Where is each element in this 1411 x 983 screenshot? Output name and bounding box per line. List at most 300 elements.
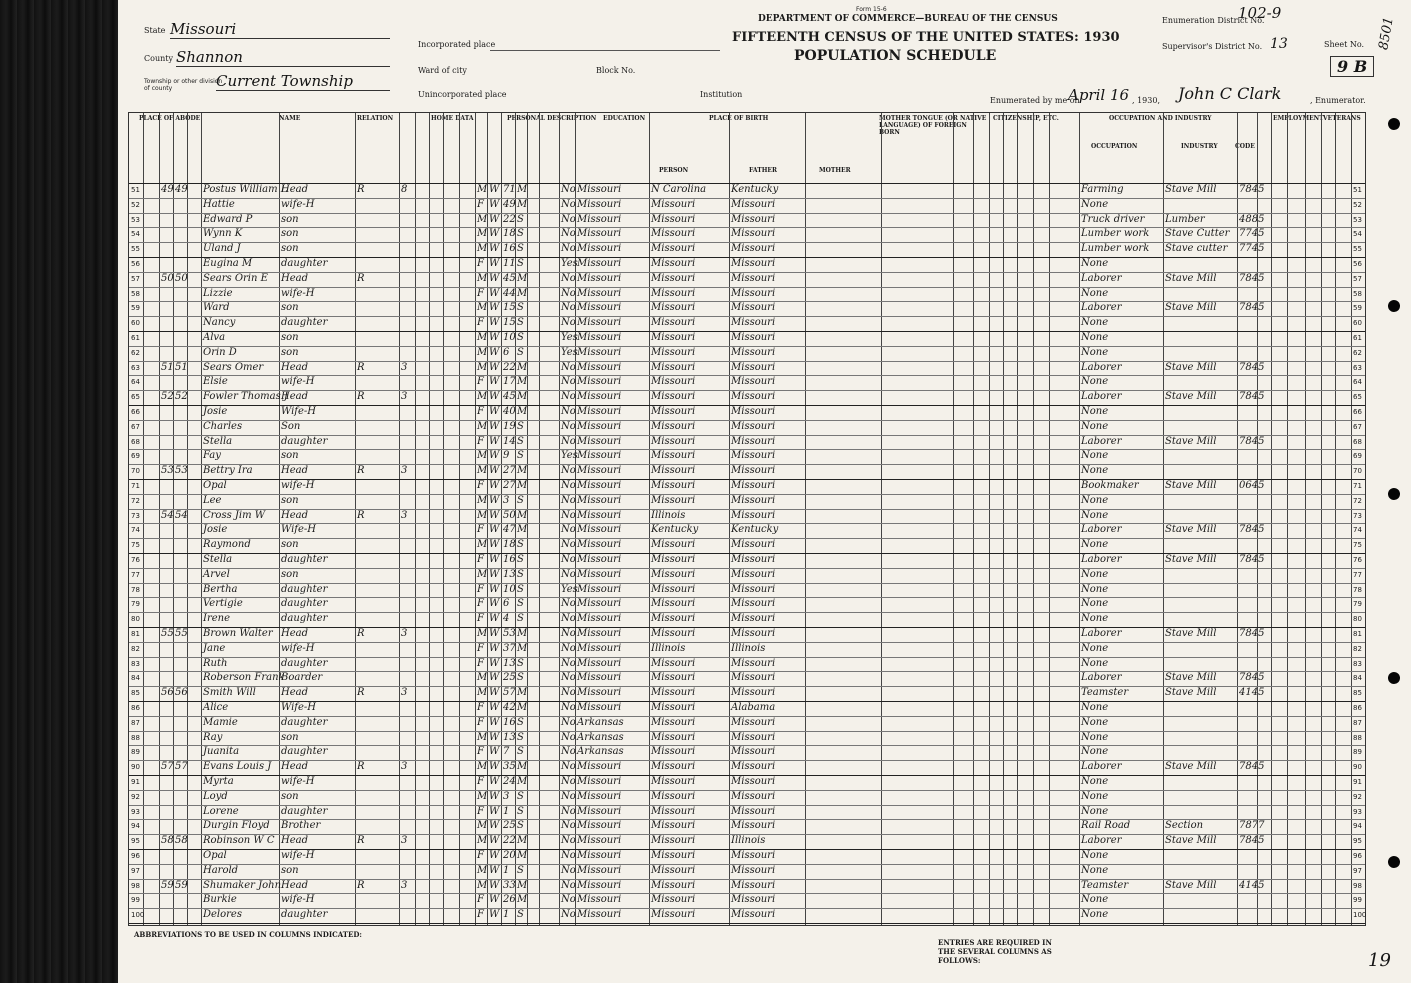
cell-ms: M — [517, 272, 528, 284]
cell-pb: Missouri — [577, 243, 622, 255]
cell-sex: F — [477, 850, 484, 861]
line-number-right: 69 — [1353, 452, 1362, 461]
cell-ed: No — [561, 642, 576, 654]
cell-age: 25 — [503, 820, 516, 832]
cell-val: 8 — [401, 184, 408, 195]
line-number-right: 77 — [1353, 570, 1362, 579]
cell-occ: None — [1081, 746, 1109, 758]
line-number-right: 65 — [1353, 393, 1362, 402]
cell-ind: Lumber — [1165, 213, 1205, 225]
cell-code: 7845 — [1239, 361, 1265, 373]
line-number-right: 72 — [1353, 496, 1362, 505]
cell-age: 16 — [503, 554, 516, 565]
corner-stamp: 8501 — [1376, 15, 1397, 52]
line-number: 56 — [131, 260, 140, 268]
line-number-right: 94 — [1353, 822, 1362, 831]
line-number: 71 — [131, 482, 140, 490]
cell-rel: Head — [281, 687, 309, 699]
line-number-right: 71 — [1353, 482, 1362, 490]
cell-ms: S — [517, 243, 524, 255]
cell-ed: Yes — [561, 258, 578, 269]
line-number: 100 — [131, 911, 145, 920]
cell-fam: 57 — [175, 761, 188, 773]
cell-mb: Illinois — [731, 642, 766, 654]
cell-own: R — [357, 465, 365, 477]
cell-dw: 54 — [161, 509, 174, 521]
cell-occ: Lumber work — [1081, 228, 1150, 240]
cell-fb: Missouri — [651, 746, 696, 758]
cell-val: 3 — [401, 509, 408, 521]
cell-ed: No — [561, 184, 576, 195]
line-number: 96 — [131, 852, 140, 860]
cell-own: R — [357, 361, 365, 373]
incorporated-line — [490, 50, 720, 51]
cell-age: 27 — [503, 480, 516, 491]
line-number-right: 82 — [1353, 644, 1362, 653]
line-number: 94 — [131, 822, 140, 831]
cell-mb: Alabama — [731, 702, 776, 713]
line-number: 59 — [131, 304, 140, 313]
cell-occ: None — [1081, 376, 1109, 388]
cell-mb: Missouri — [731, 228, 776, 240]
cell-ed: No — [561, 702, 576, 713]
cell-mb: Missouri — [731, 346, 776, 358]
cell-sex: M — [477, 761, 488, 773]
cell-fb: Missouri — [651, 465, 696, 477]
cell-race: W — [489, 450, 500, 462]
cell-name: Stella — [203, 554, 233, 565]
cell-occ: Truck driver — [1081, 213, 1145, 225]
cell-dw: 55 — [161, 628, 174, 639]
section-veterans: VETERANS — [1323, 115, 1361, 122]
grid-column-rule — [459, 113, 460, 925]
cell-mb: Missouri — [731, 509, 776, 521]
line-number-right: 93 — [1353, 807, 1362, 816]
cell-ind: Section — [1165, 820, 1204, 832]
cell-rel: wife-H — [281, 480, 315, 491]
cell-name: Burkie — [203, 894, 237, 906]
cell-race: W — [489, 761, 500, 773]
col-industry: INDUSTRY — [1181, 143, 1218, 150]
line-number: 66 — [131, 408, 140, 416]
grid-column-rule — [475, 113, 476, 925]
schedule-grid — [128, 112, 1366, 926]
cell-code: 7745 — [1239, 228, 1265, 240]
cell-fb: Missouri — [651, 302, 696, 314]
cell-ed: Yes — [561, 450, 578, 462]
line-number-right: 97 — [1353, 866, 1362, 875]
cell-age: 37 — [503, 642, 516, 654]
cell-ed: No — [561, 568, 576, 580]
cell-race: W — [489, 332, 500, 343]
sheet-label: Sheet No. — [1324, 40, 1365, 49]
line-number: 76 — [131, 556, 140, 564]
cell-dw: 58 — [161, 835, 174, 847]
cell-pb: Missouri — [577, 909, 622, 921]
cell-sex: M — [477, 302, 488, 314]
cell-ms: M — [517, 835, 528, 847]
cell-rel: Head — [281, 465, 309, 477]
cell-code: 7845 — [1239, 524, 1265, 536]
cell-age: 15 — [503, 302, 516, 314]
cell-ed: No — [561, 731, 576, 743]
cell-pb: Missouri — [577, 672, 622, 684]
line-number: 65 — [131, 393, 140, 402]
cell-ms: S — [517, 613, 524, 625]
cell-ms: S — [517, 450, 524, 462]
cell-code: 7845 — [1239, 672, 1265, 684]
cell-name: Eugina M — [203, 258, 253, 269]
line-number: 98 — [131, 881, 140, 890]
cell-ed: No — [561, 790, 576, 802]
cell-race: W — [489, 524, 500, 536]
cell-name: Ruth — [203, 657, 228, 669]
cell-occ: None — [1081, 805, 1109, 817]
cell-name: Harold — [203, 864, 239, 876]
cell-sex: M — [477, 361, 488, 373]
cell-sex: F — [477, 657, 484, 669]
cell-pb: Missouri — [577, 539, 622, 551]
cell-occ: None — [1081, 850, 1109, 861]
cell-fb: Missouri — [651, 820, 696, 832]
cell-pb: Missouri — [577, 613, 622, 625]
cell-fb: Missouri — [651, 613, 696, 625]
section-mother-tongue: MOTHER TONGUE (OR NATIVE LANGUAGE) OF FOREIGN BORN — [879, 115, 987, 136]
cell-fb: Missouri — [651, 228, 696, 240]
cell-fb: Illinois — [651, 642, 686, 654]
cell-race: W — [489, 716, 500, 728]
line-number: 84 — [131, 674, 140, 683]
line-number-right: 73 — [1353, 511, 1362, 520]
cell-ms: S — [517, 790, 524, 802]
cell-name: Raymond — [203, 539, 251, 551]
line-number: 57 — [131, 274, 140, 283]
form-number: Form 15-6 — [856, 6, 887, 13]
cell-fb: Missouri — [651, 213, 696, 225]
cell-sex: M — [477, 243, 488, 255]
punch-hole — [1388, 488, 1400, 500]
cell-ms: M — [517, 406, 528, 417]
cell-rel: daughter — [281, 746, 328, 758]
cell-name: Fay — [203, 450, 221, 462]
cell-dw: 51 — [161, 361, 174, 373]
cell-name: Nancy — [203, 317, 236, 329]
cell-ed: No — [561, 613, 576, 625]
line-number-right: 67 — [1353, 422, 1362, 431]
enumerator-label: , Enumerator. — [1310, 96, 1366, 105]
grid-column-rule — [143, 113, 144, 925]
cell-pb: Missouri — [577, 435, 622, 447]
line-number-right: 100 — [1353, 911, 1367, 920]
cell-code: 4145 — [1239, 879, 1265, 891]
cell-sex: M — [477, 228, 488, 240]
cell-fb: Missouri — [651, 287, 696, 299]
cell-fb: Missouri — [651, 894, 696, 906]
cell-pb: Missouri — [577, 450, 622, 462]
cell-race: W — [489, 820, 500, 832]
cell-ed: No — [561, 746, 576, 758]
cell-ind: Stave Mill — [1165, 761, 1217, 773]
cell-pb: Missouri — [577, 850, 622, 861]
line-number: 69 — [131, 452, 140, 461]
line-number-right: 62 — [1353, 348, 1362, 357]
cell-name: Opal — [203, 480, 227, 491]
cell-race: W — [489, 894, 500, 906]
cell-sex: F — [477, 317, 484, 329]
cell-ms: M — [517, 509, 528, 521]
cell-mb: Missouri — [731, 332, 776, 343]
cell-race: W — [489, 317, 500, 329]
cell-fb: Missouri — [651, 805, 696, 817]
cell-race: W — [489, 879, 500, 891]
line-number-right: 55 — [1353, 245, 1362, 254]
cell-fb: Missouri — [651, 879, 696, 891]
line-number: 97 — [131, 866, 140, 875]
cell-rel: son — [281, 332, 299, 343]
cell-pb: Missouri — [577, 642, 622, 654]
cell-sex: M — [477, 864, 488, 876]
cell-name: Durgin Floyd — [203, 820, 270, 832]
cell-ed: No — [561, 776, 576, 787]
cell-mb: Missouri — [731, 420, 776, 432]
cell-sex: F — [477, 480, 484, 491]
cell-ind: Stave Mill — [1165, 879, 1217, 891]
cell-name: Sears Orin E — [203, 272, 268, 284]
cell-fb: Missouri — [651, 731, 696, 743]
cell-age: 53 — [503, 628, 516, 639]
cell-own: R — [357, 879, 365, 891]
cell-age: 71 — [503, 184, 516, 195]
cell-ind: Stave Mill — [1165, 628, 1217, 639]
cell-age: 19 — [503, 420, 516, 432]
cell-rel: daughter — [281, 909, 328, 921]
cell-dw: 59 — [161, 879, 174, 891]
cell-fb: Illinois — [651, 509, 686, 521]
cell-name: Bettry Ira — [203, 465, 253, 477]
line-number: 54 — [131, 230, 140, 239]
cell-occ: Teamster — [1081, 687, 1129, 699]
cell-race: W — [489, 509, 500, 521]
cell-ms: S — [517, 213, 524, 225]
cell-rel: wife-H — [281, 642, 315, 654]
cell-rel: daughter — [281, 598, 328, 610]
cell-code: 7845 — [1239, 628, 1265, 639]
cell-pb: Missouri — [577, 879, 622, 891]
cell-mb: Missouri — [731, 302, 776, 314]
cell-pb: Missouri — [577, 332, 622, 343]
cell-ed: No — [561, 420, 576, 432]
cell-fb: Missouri — [651, 554, 696, 565]
cell-sex: M — [477, 420, 488, 432]
cell-age: 45 — [503, 391, 516, 403]
cell-ed: No — [561, 361, 576, 373]
cell-ms: S — [517, 598, 524, 610]
cell-pb: Missouri — [577, 361, 622, 373]
cell-fb: Missouri — [651, 480, 696, 491]
cell-mb: Missouri — [731, 613, 776, 625]
cell-sex: M — [477, 820, 488, 832]
cell-sex: M — [477, 346, 488, 358]
cell-rel: wife-H — [281, 376, 315, 388]
grid-column-rule — [729, 113, 730, 925]
cell-occ: Laborer — [1081, 761, 1122, 773]
line-number: 70 — [131, 467, 140, 476]
cell-fam: 55 — [175, 628, 188, 639]
cell-occ: None — [1081, 642, 1109, 654]
cell-fb: Missouri — [651, 835, 696, 847]
cell-ms: M — [517, 850, 528, 861]
grid-row-rule — [129, 923, 1365, 924]
census-title: FIFTEENTH CENSUS OF THE UNITED STATES: 1930 — [732, 30, 1120, 45]
cell-rel: son — [281, 228, 299, 240]
cell-own: R — [357, 509, 365, 521]
department-line: DEPARTMENT OF COMMERCE—BUREAU OF THE CENSUS — [758, 14, 1058, 24]
cell-occ: None — [1081, 568, 1109, 580]
cell-occ: Bookmaker — [1081, 480, 1139, 491]
cell-ed: No — [561, 243, 576, 255]
cell-age: 17 — [503, 376, 516, 388]
punch-hole — [1388, 856, 1400, 868]
cell-ms: S — [517, 864, 524, 876]
line-number: 95 — [131, 837, 140, 846]
enum-district-value: 102-9 — [1238, 4, 1282, 22]
cell-own: R — [357, 835, 365, 847]
cell-code: 7845 — [1239, 554, 1265, 565]
cell-sex: M — [477, 509, 488, 521]
cell-mb: Missouri — [731, 776, 776, 787]
line-number-right: 53 — [1353, 215, 1362, 224]
cell-occ: Laborer — [1081, 672, 1122, 684]
cell-ed: No — [561, 909, 576, 921]
cell-pb: Missouri — [577, 805, 622, 817]
grid-column-rule — [539, 113, 540, 925]
grid-column-rule — [1033, 113, 1034, 925]
cell-ms: S — [517, 494, 524, 506]
cell-name: Cross Jim W — [203, 509, 266, 521]
cell-occ: Lumber work — [1081, 243, 1150, 255]
unincorporated-label: Unincorporated place — [418, 90, 507, 99]
cell-fb: Missouri — [651, 258, 696, 269]
cell-age: 57 — [503, 687, 516, 699]
cell-name: Josie — [203, 524, 228, 536]
cell-rel: daughter — [281, 317, 328, 329]
cell-rel: Son — [281, 420, 301, 432]
cell-occ: None — [1081, 894, 1109, 906]
cell-sex: F — [477, 613, 484, 625]
cell-mb: Missouri — [731, 805, 776, 817]
cell-age: 25 — [503, 672, 516, 684]
cell-sex: F — [477, 716, 484, 728]
section-personal: PERSONAL DESCRIPTION — [507, 115, 597, 122]
punch-hole — [1388, 300, 1400, 312]
ward-label: Ward of city — [418, 66, 467, 75]
cell-occ: Laborer — [1081, 835, 1122, 847]
cell-race: W — [489, 731, 500, 743]
cell-name: Myrta — [203, 776, 234, 787]
cell-own: R — [357, 391, 365, 403]
cell-occ: None — [1081, 287, 1109, 299]
cell-fb: Missouri — [651, 391, 696, 403]
cell-rel: son — [281, 790, 299, 802]
cell-ed: No — [561, 302, 576, 314]
cell-mb: Missouri — [731, 716, 776, 728]
col-code: CODE — [1235, 143, 1255, 150]
cell-val: 3 — [401, 361, 408, 373]
grid-column-rule — [201, 113, 202, 925]
grid-column-rule — [1049, 113, 1050, 925]
cell-sex: M — [477, 213, 488, 225]
cell-fb: Missouri — [651, 450, 696, 462]
cell-val: 3 — [401, 761, 408, 773]
cell-rel: Head — [281, 761, 309, 773]
cell-rel: daughter — [281, 554, 328, 565]
line-number-right: 61 — [1353, 334, 1362, 342]
cell-sex: M — [477, 687, 488, 699]
cell-ed: No — [561, 672, 576, 684]
cell-occ: None — [1081, 790, 1109, 802]
cell-pb: Missouri — [577, 790, 622, 802]
cell-pb: Missouri — [577, 583, 622, 595]
cell-mb: Missouri — [731, 258, 776, 269]
grid-column-rule — [279, 113, 280, 925]
cell-mb: Illinois — [731, 835, 766, 847]
cell-age: 20 — [503, 850, 516, 861]
cell-pb: Missouri — [577, 509, 622, 521]
cell-ms: S — [517, 317, 524, 329]
cell-pb: Missouri — [577, 346, 622, 358]
cell-age: 26 — [503, 894, 516, 906]
cell-pb: Missouri — [577, 302, 622, 314]
grid-column-rule — [805, 113, 806, 925]
cell-fb: Missouri — [651, 657, 696, 669]
line-number: 92 — [131, 792, 140, 801]
grid-column-rule — [1305, 113, 1306, 925]
cell-occ: Laborer — [1081, 554, 1122, 565]
cell-name: Charles — [203, 420, 243, 432]
cell-race: W — [489, 583, 500, 595]
line-number: 53 — [131, 215, 140, 224]
cell-fb: Missouri — [651, 317, 696, 329]
cell-ms: M — [517, 391, 528, 403]
cell-name: Stella — [203, 435, 233, 447]
cell-age: 40 — [503, 406, 516, 417]
cell-occ: None — [1081, 583, 1109, 595]
cell-own: R — [357, 761, 365, 773]
cell-occ: None — [1081, 317, 1109, 329]
cell-race: W — [489, 554, 500, 565]
line-number-right: 56 — [1353, 260, 1362, 268]
cell-sex: M — [477, 731, 488, 743]
cell-occ: None — [1081, 332, 1109, 343]
cell-name: Mamie — [203, 716, 238, 728]
cell-occ: None — [1081, 258, 1109, 269]
cell-ind: Stave Mill — [1165, 184, 1217, 195]
cell-ms: M — [517, 761, 528, 773]
cell-name: Robinson W C — [203, 835, 275, 847]
cell-occ: Rail Road — [1081, 820, 1131, 832]
cell-mb: Missouri — [731, 435, 776, 447]
line-number-right: 64 — [1353, 378, 1362, 387]
cell-rel: Head — [281, 391, 309, 403]
cell-name: Postus William L — [203, 184, 288, 195]
cell-occ: Laborer — [1081, 391, 1122, 403]
cell-fb: Missouri — [651, 790, 696, 802]
cell-sex: F — [477, 524, 484, 536]
line-number-right: 95 — [1353, 837, 1362, 846]
cell-ed: No — [561, 539, 576, 551]
cell-name: Brown Walter — [203, 628, 273, 639]
cell-fb: Missouri — [651, 687, 696, 699]
